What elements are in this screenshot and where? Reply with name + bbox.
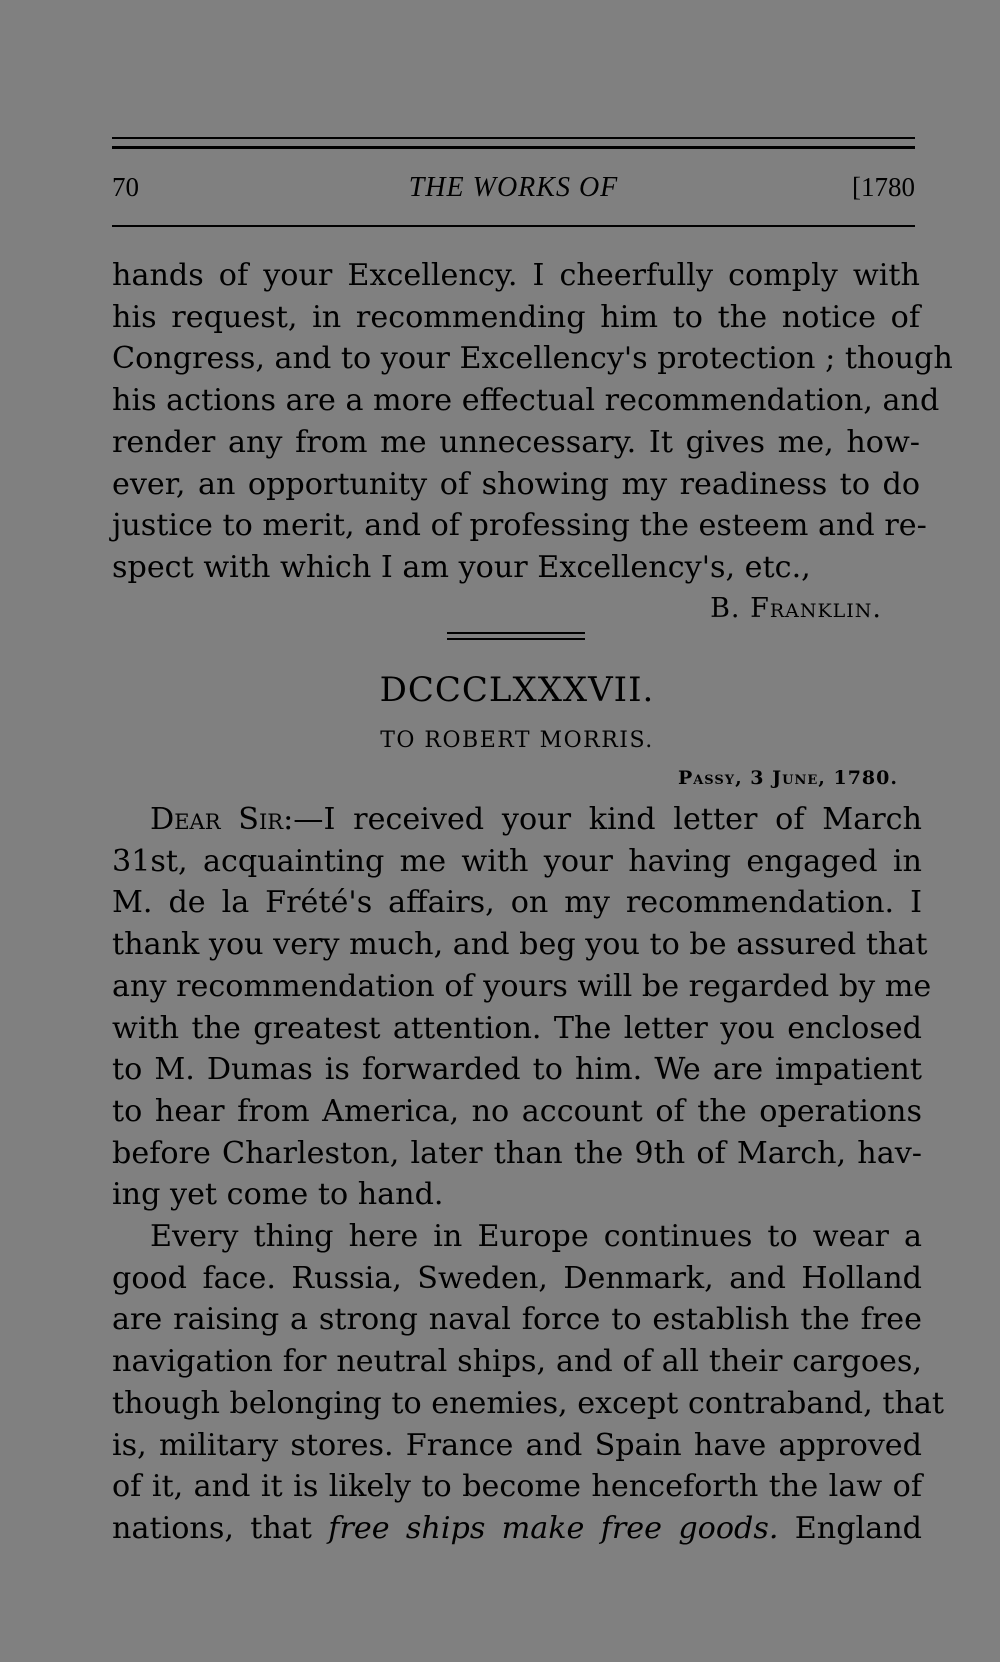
text-line: M. de la Frété's affairs, on my recommendation. I (112, 885, 922, 921)
text-line: hands of your Excellency. I cheerfully comply with (112, 258, 920, 293)
text-line: is, military stores. France and Spain have approved (112, 1427, 922, 1463)
italic-phrase: free ships make free goods. (328, 1510, 779, 1546)
header-rule (112, 225, 915, 227)
section-separator (447, 632, 585, 634)
text-line: navigation for neutral ships, and of all their cargoes, (112, 1344, 922, 1380)
text-line: any recommendation of yours will be regarded by me (112, 968, 932, 1004)
top-rule-thin (112, 137, 915, 139)
text-line: nations, that free ships make free goods. England (112, 1510, 922, 1546)
text-line: ever, an opportunity of showing my readiness to do (112, 466, 920, 502)
signature: B. Franklin. (710, 593, 882, 624)
text-line: Dear Sir:—I received your kind letter of March (150, 802, 922, 837)
text-line: ing yet come to hand. (112, 1177, 444, 1213)
letter-addressee: TO ROBERT MORRIS. (380, 728, 654, 753)
text-line: to hear from America, no account of the operations (112, 1093, 922, 1129)
running-header (112, 172, 915, 212)
text-line: before Charleston, later than the 9th of March, hav- (112, 1135, 922, 1171)
top-rule-thick (112, 146, 915, 149)
text-line: justice to merit, and of professing the esteem and re- (112, 508, 927, 544)
text-line: his request, in recommending him to the notice of (112, 299, 920, 335)
letter-number: DCCCLXXXVII. (379, 670, 655, 710)
header-year: [1780 (852, 172, 915, 202)
text-line: though belonging to enemies, except contraband, that (112, 1385, 945, 1421)
salutation: Dear Sir (150, 802, 284, 837)
letter-paragraph-1 (112, 799, 932, 1216)
text-line: good face. Russia, Sweden, Denmark, and Holland (112, 1260, 922, 1296)
running-title: THE WORKS OF (408, 172, 619, 203)
text-line: thank you very much, and beg you to be assured that (112, 927, 928, 963)
text-line: of it, and it is likely to become henceforth the law of (112, 1469, 922, 1505)
section-separator (447, 638, 585, 640)
continuation-paragraph (112, 255, 953, 589)
text-line: Every thing here in Europe continues to wear a (150, 1219, 922, 1254)
text-line: with the greatest attention. The letter you enclosed (112, 1010, 922, 1046)
letter-dateline: Passy, 3 June, 1780. (677, 767, 898, 789)
text-line: his actions are a more effectual recommendation, and (112, 383, 940, 419)
text-line: 31st, acquainting me with your having engaged in (112, 843, 922, 879)
text-line: spect with which I am your Excellency's, etc., (112, 549, 811, 585)
text-line: are raising a strong naval force to establish the free (112, 1302, 922, 1338)
letter-paragraph-2 (112, 1216, 945, 1550)
page-number: 70 (112, 172, 139, 202)
text-line: Congress, and to your Excellency's protection ; though (112, 341, 953, 377)
text-line: to M. Dumas is forwarded to him. We are impatient (112, 1052, 922, 1088)
text-line: render any from me unnecessary. It gives me, how- (112, 424, 920, 460)
